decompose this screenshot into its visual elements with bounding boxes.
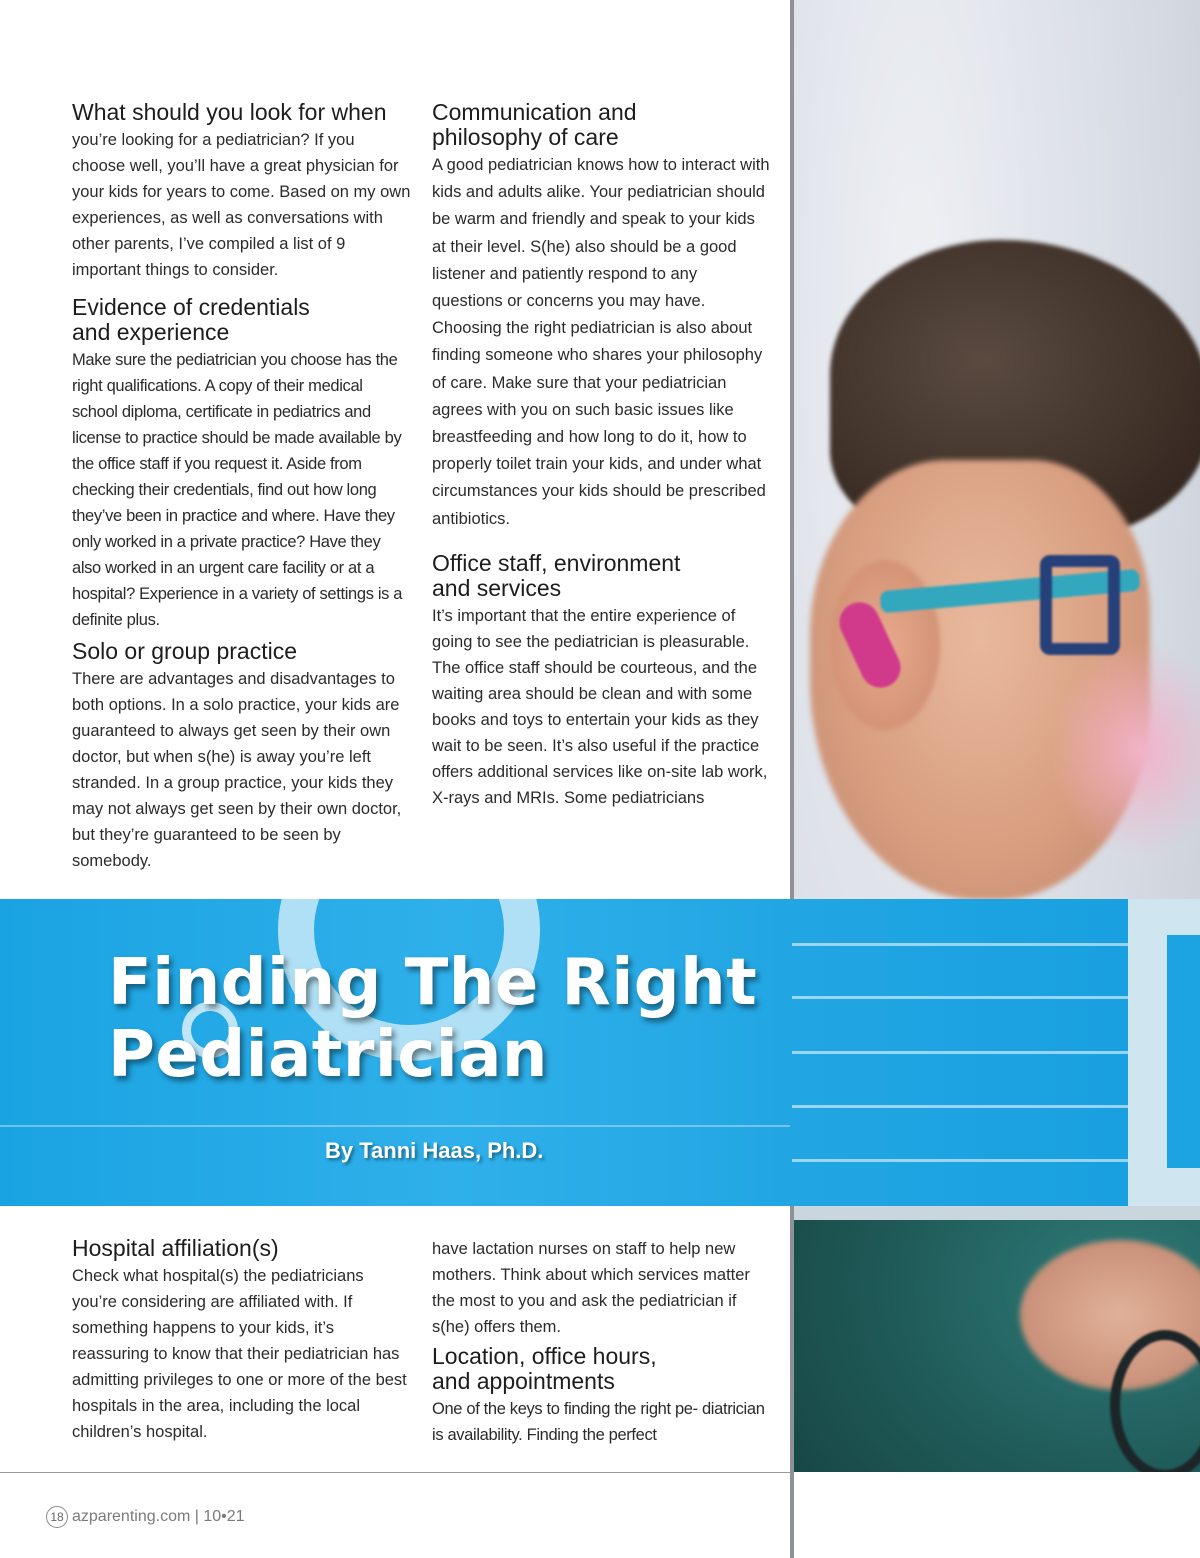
- page-number: 18: [46, 1506, 68, 1528]
- banner-side-tab: [1128, 899, 1200, 1206]
- footer-text: azparenting.com | 10•21: [72, 1508, 245, 1525]
- office-heading-line1: Office staff, environment: [432, 549, 681, 576]
- communication-heading-line2: philosophy of care: [432, 124, 619, 150]
- location-heading-line1: Location, office hours,: [432, 1343, 657, 1369]
- office-body: It’s important that the entire experience of going to see the pediatrician is pleasurable. The office staff should be courteous, and the waiting area should be clean and with some books and toys to entertain your kids as they wait to be seen. It’s also useful if the practice offers additional services like on-site lab work, X-rays and MRIs. Some pediatricians: [432, 606, 768, 807]
- column-top-right: [432, 100, 772, 811]
- office-heading-line2: and services: [432, 574, 562, 601]
- column-top-left: [72, 100, 412, 874]
- location-body: One of the keys to finding the right pe- diatrician is availability. Finding the perfect: [432, 1400, 765, 1444]
- column-divider: [790, 0, 794, 1558]
- communication-body: A good pediatrician knows how to interact with kids and adults alike. Your pediatrician should be warm and friendly and speak to your kids at their level. S(he) also should be a good listener and patiently respond to any questions or concerns you may have. Choosing the right pediatrician is also about finding someone who shares your philosophy of care. Make sure that your pediatrician agrees with you on such basic issues like breastfeeding and how long to do it, how to properly toilet train your kids, and under what circumstances your kids should be prescribed antibiotics.: [432, 156, 770, 528]
- solo-group-heading: Solo or group practice: [72, 638, 298, 664]
- office-body-continued: have lactation nurses on staff to help new mothers. Think about which services matter the most to you and ask the pediatrician if s(he) offers them.: [432, 1240, 750, 1336]
- intro-body: you’re looking for a pediatrician? If you choose well, you’ll have a great physician for your kids for years to come. Based on my own experiences, as well as conversations with other parents, I’ve compiled a list of 9 important things to consider.: [72, 131, 411, 279]
- column-bottom-left: [72, 1236, 412, 1445]
- page-footer: [46, 1506, 245, 1528]
- title-banner: [0, 899, 1128, 1206]
- communication-heading: [432, 100, 772, 150]
- article-title-line2: Pediatrician: [108, 1018, 548, 1092]
- article-byline: By Tanni Haas, Ph.D.: [325, 1138, 544, 1163]
- communication-heading-line1: Communication and: [432, 99, 637, 125]
- location-heading-line2: and appointments: [432, 1368, 615, 1394]
- footer-rule: [0, 1472, 790, 1473]
- solo-group-body: There are advantages and disadvantages to both options. In a solo practice, your kids are guaranteed to always get seen by their own doctor, but when s(he) is away you’re left stranded. In a group practice, your kids they may not always get seen by their own doctor, but they’re guaranteed to be seen by somebody.: [72, 670, 402, 870]
- office-heading: [432, 551, 772, 601]
- intro-heading: What should you look for when: [72, 99, 387, 125]
- article-photo: [790, 0, 1200, 1558]
- banner-rule: [0, 1125, 790, 1127]
- hospital-body: Check what hospital(s) the pediatricians you’re considering are affiliated with. If something happens to your kids, it’s reassuring to know that their pediatrician has admitting privileges to one or more of the best hospitals in the area, including the local children’s hospital.: [72, 1267, 407, 1441]
- article-title: [108, 947, 757, 1091]
- credentials-heading-line2: and experience: [72, 319, 230, 345]
- hospital-heading: Hospital affiliation(s): [72, 1235, 279, 1261]
- location-heading: [432, 1344, 772, 1394]
- credentials-body: Make sure the pediatrician you choose has the right qualifications. A copy of their medical school diploma, certificate in pediatrics and license to practice should be made available by the office staff if you request it. Aside from checking their credentials, find out how long they’ve been in practice and where. Have they only worked in a private practice? Have they also worked in an urgent care facility or at a hospital? Experience in a variety of settings is a definite plus.: [72, 351, 403, 629]
- credentials-heading: [72, 295, 412, 345]
- column-bottom-right: [432, 1236, 772, 1448]
- credentials-heading-line1: Evidence of credentials: [72, 294, 310, 320]
- article-title-line1: Finding The Right: [108, 946, 758, 1020]
